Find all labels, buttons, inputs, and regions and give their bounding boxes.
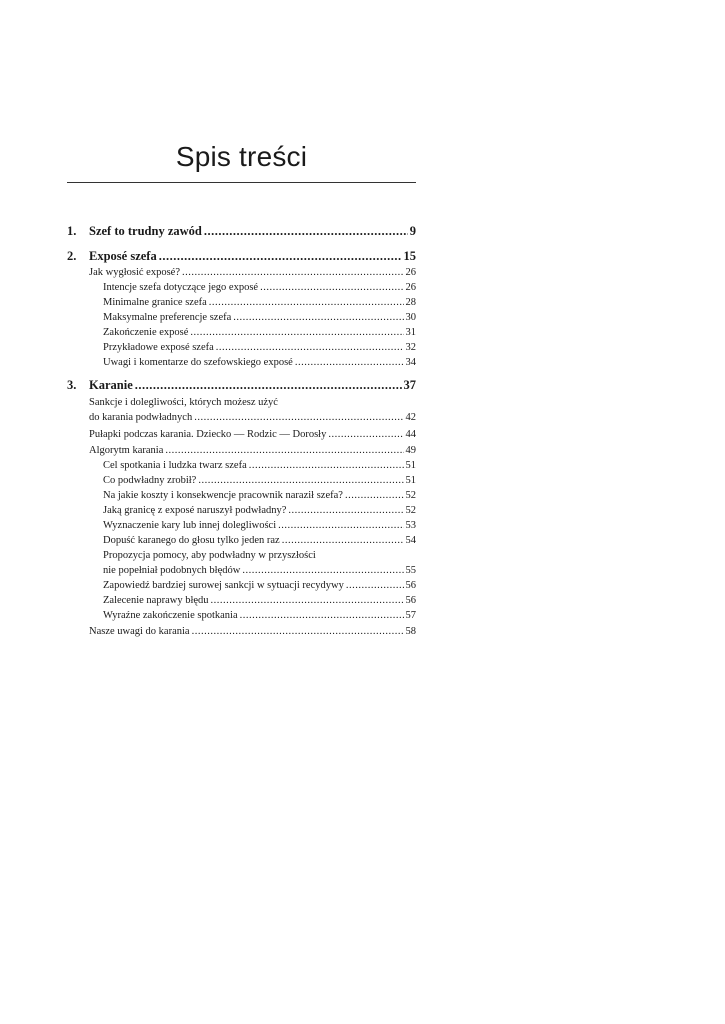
leader-dots <box>260 282 403 293</box>
page-number: 32 <box>405 342 416 353</box>
toc-entry-line <box>103 550 416 561</box>
entry-title: Przykładowe exposé szefa <box>103 342 214 353</box>
toc-entry[interactable] <box>89 429 416 440</box>
toc-entry[interactable] <box>103 282 416 293</box>
chapter-title: Szef to trudny zawód <box>89 224 202 238</box>
chapter-title: Exposé szefa <box>89 249 157 263</box>
toc-entry[interactable] <box>103 535 416 546</box>
page-number: 44 <box>405 429 416 440</box>
entry-title: Wyznaczenie kary lub innej dolegliwości <box>103 520 277 531</box>
page-number: 56 <box>405 580 416 591</box>
leader-dots <box>295 357 404 368</box>
leader-dots <box>240 610 404 621</box>
page-number: 56 <box>405 595 416 606</box>
leader-dots <box>249 460 404 471</box>
page-number: 15 <box>403 249 416 263</box>
page-number: 26 <box>405 282 416 293</box>
entry-title: Dopuść karanego do głosu tylko jeden raz <box>103 535 280 546</box>
entry-title: Algorytm karania <box>89 445 164 456</box>
toc-entry[interactable] <box>103 580 416 591</box>
chapter-number: 1. <box>67 224 77 238</box>
toc-entry[interactable] <box>103 505 416 516</box>
leader-dots <box>233 312 403 323</box>
toc-entry[interactable] <box>89 626 416 637</box>
page-number: 51 <box>405 475 416 486</box>
entry-title: Intencje szefa dotyczące jego exposé <box>103 282 259 293</box>
leader-dots <box>182 267 404 278</box>
toc-entry[interactable] <box>103 520 416 531</box>
toc-entry[interactable] <box>103 595 416 606</box>
toc-entry[interactable] <box>103 342 416 353</box>
table-of-contents <box>67 0 416 1024</box>
toc-entry[interactable] <box>103 312 416 323</box>
toc-entry[interactable] <box>103 610 416 621</box>
leader-dots <box>282 535 404 546</box>
chapter-number: 2. <box>67 249 77 263</box>
page-number: 52 <box>405 505 416 516</box>
entry-title: Minimalne granice szefa <box>103 297 207 308</box>
page-number: 37 <box>403 378 416 392</box>
leader-dots <box>345 490 404 501</box>
entry-title-line1: Sankcje i dolegliwości, których możesz użyć <box>89 397 278 408</box>
page-number: 52 <box>405 490 416 501</box>
page-number: 57 <box>405 610 416 621</box>
leader-dots <box>288 505 403 516</box>
leader-dots <box>242 565 403 576</box>
leader-dots <box>211 595 404 606</box>
leader-dots <box>216 342 404 353</box>
leader-dots <box>346 580 404 591</box>
page-number: 9 <box>409 224 416 238</box>
leader-dots <box>192 626 404 637</box>
entry-title: Pułapki podczas karania. Dziecko — Rodzic — Dorosły <box>89 429 327 440</box>
leader-dots <box>159 249 402 264</box>
entry-title: Zalecenie naprawy błędu <box>103 595 209 606</box>
entry-title: Zakończenie exposé <box>103 327 189 338</box>
page-number: 49 <box>405 445 416 456</box>
toc-chapter-2[interactable] <box>67 249 416 264</box>
toc-chapter-3[interactable] <box>67 378 416 393</box>
entry-title-line1: Propozycja pomocy, aby podwładny w przyszłości <box>103 550 316 561</box>
toc-entry[interactable] <box>89 267 416 278</box>
toc-entry[interactable] <box>89 412 416 423</box>
entry-title: Nasze uwagi do karania <box>89 626 190 637</box>
toc-entry[interactable] <box>103 565 416 576</box>
page-number: 34 <box>405 357 416 368</box>
leader-dots <box>194 412 403 423</box>
leader-dots <box>204 224 408 239</box>
leader-dots <box>165 445 403 456</box>
page-number: 58 <box>405 626 416 637</box>
entry-title: Uwagi i komentarze do szefowskiego exposé <box>103 357 293 368</box>
chapter-number: 3. <box>67 378 77 392</box>
page-number: 51 <box>405 460 416 471</box>
entry-title: Cel spotkania i ludzka twarz szefa <box>103 460 247 471</box>
page-number: 31 <box>405 327 416 338</box>
toc-chapter-1[interactable] <box>67 224 416 239</box>
page-number: 53 <box>405 520 416 531</box>
entry-title: Jaką granicę z exposé naruszył podwładny? <box>103 505 287 516</box>
entry-title: nie popełniał podobnych błędów <box>103 565 241 576</box>
page-number: 28 <box>405 297 416 308</box>
entry-title: Jak wygłosić exposé? <box>89 267 180 278</box>
toc-entry[interactable] <box>103 490 416 501</box>
page-number: 30 <box>405 312 416 323</box>
entry-title: Zapowiedź bardziej surowej sankcji w sytuacji recydywy <box>103 580 344 591</box>
leader-dots <box>198 475 403 486</box>
toc-entry[interactable] <box>103 357 416 368</box>
page-number: 55 <box>405 565 416 576</box>
leader-dots <box>328 429 403 440</box>
toc-entry-line <box>89 397 416 408</box>
entry-title: Co podwładny zrobił? <box>103 475 197 486</box>
entry-title: do karania podwładnych <box>89 412 193 423</box>
page-title: Spis treści <box>175 141 308 172</box>
entry-title: Na jakie koszty i konsekwencje pracownik naraził szefa? <box>103 490 343 501</box>
page-number: 26 <box>405 267 416 278</box>
page-number: 42 <box>405 412 416 423</box>
toc-entry[interactable] <box>103 460 416 471</box>
leader-dots <box>190 327 403 338</box>
entry-title: Maksymalne preferencje szefa <box>103 312 232 323</box>
toc-entry[interactable] <box>89 445 416 456</box>
toc-entry[interactable] <box>103 297 416 308</box>
chapter-title: Karanie <box>89 378 133 392</box>
toc-entry[interactable] <box>103 475 416 486</box>
entry-title: Wyraźne zakończenie spotkania <box>103 610 238 621</box>
leader-dots <box>209 297 404 308</box>
toc-entry[interactable] <box>103 327 416 338</box>
page-number: 54 <box>405 535 416 546</box>
leader-dots <box>135 378 402 393</box>
leader-dots <box>278 520 403 531</box>
